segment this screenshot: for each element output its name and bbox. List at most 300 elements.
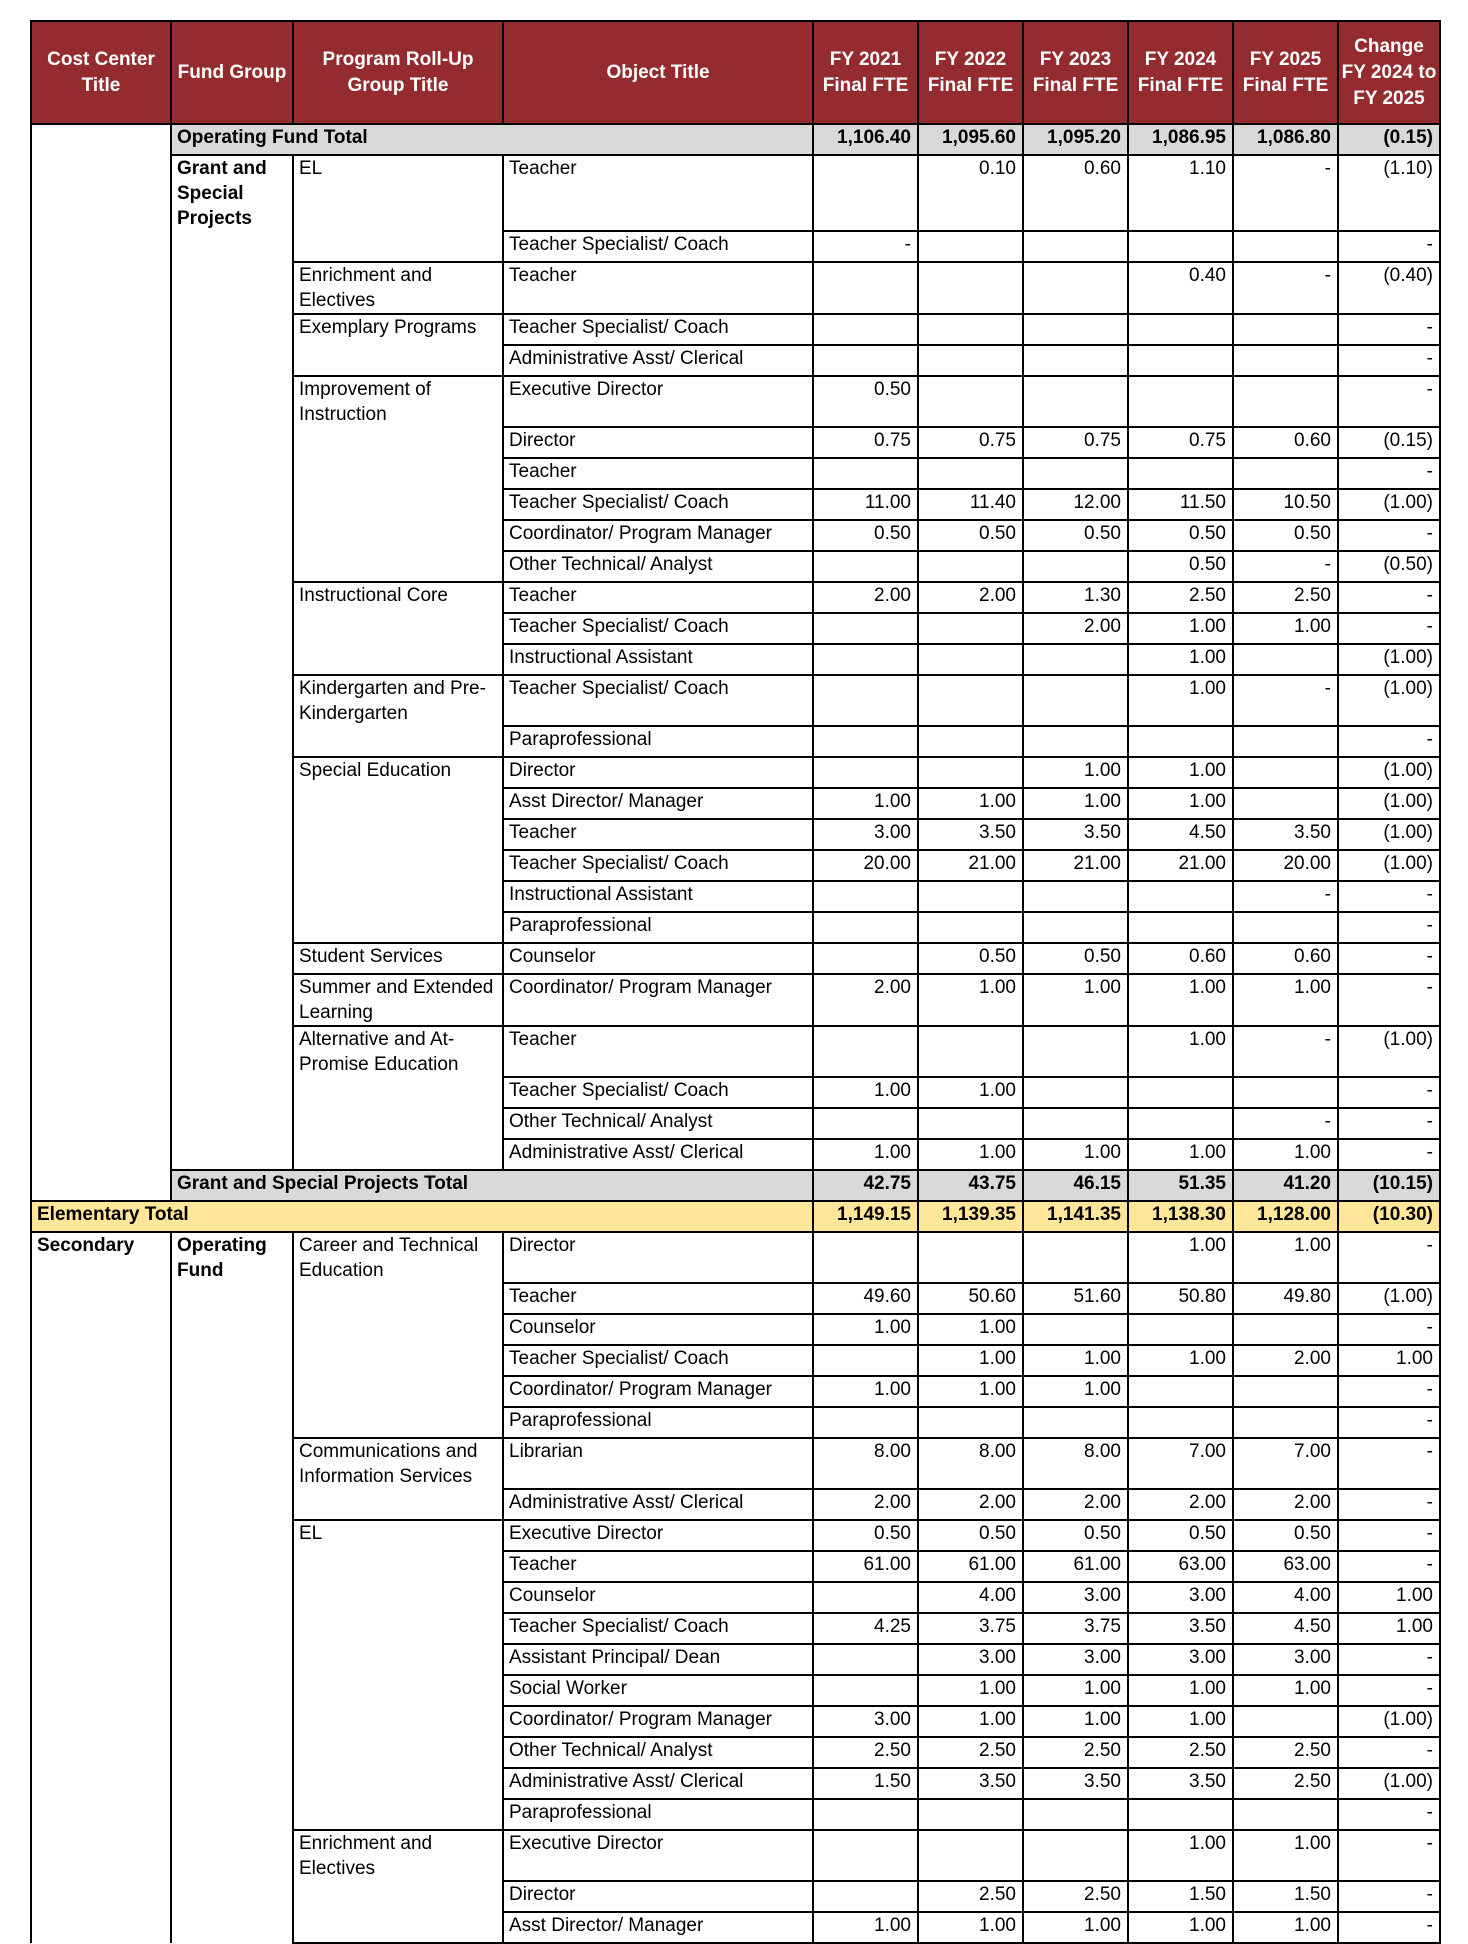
value-cell <box>813 1108 918 1139</box>
total-row <box>31 124 1440 155</box>
object-title: Administrative Asst/ Clerical <box>503 1489 813 1520</box>
program-title: EL <box>293 1520 503 1551</box>
value-cell: 1.50 <box>1233 1881 1338 1912</box>
value-cell <box>1023 262 1128 314</box>
value-cell: 0.50 <box>1128 520 1233 551</box>
object-title: Teacher Specialist/ Coach <box>503 1345 813 1376</box>
value-cell: - <box>1233 551 1338 582</box>
table-row <box>31 314 1440 345</box>
value-cell <box>813 1026 918 1077</box>
blank-cell <box>31 1551 171 1582</box>
value-cell <box>1023 458 1128 489</box>
value-cell: 1.00 <box>1338 1345 1440 1376</box>
value-cell <box>1128 1376 1233 1407</box>
blank-cell <box>171 675 293 726</box>
value-cell: 1.00 <box>1128 1675 1233 1706</box>
object-title: Counselor <box>503 1314 813 1345</box>
blank-cell <box>31 262 171 314</box>
header-fy2022: FY 2022 Final FTE <box>918 21 1023 124</box>
value-cell: 1.00 <box>1023 757 1128 788</box>
object-title: Other Technical/ Analyst <box>503 1108 813 1139</box>
value-cell <box>1128 314 1233 345</box>
value-cell <box>1023 314 1128 345</box>
value-cell <box>813 551 918 582</box>
blank-cell <box>31 819 171 850</box>
blank-cell <box>31 1407 171 1438</box>
object-title: Teacher Specialist/ Coach <box>503 850 813 881</box>
value-cell: 1.00 <box>813 1376 918 1407</box>
program-title: Alternative and At-Promise Education <box>293 1026 503 1077</box>
blank-cell <box>171 974 293 1026</box>
blank-cell <box>31 376 171 427</box>
blank-cell <box>31 613 171 644</box>
value-cell <box>918 1108 1023 1139</box>
object-title: Instructional Assistant <box>503 881 813 912</box>
header-fy2024: FY 2024 Final FTE <box>1128 21 1233 124</box>
blank-cell <box>31 1912 171 1943</box>
object-title: Assistant Principal/ Dean <box>503 1644 813 1675</box>
value-cell: 1.00 <box>1233 1232 1338 1283</box>
blank-cell <box>293 1912 503 1943</box>
object-title: Director <box>503 1232 813 1283</box>
value-cell <box>813 262 918 314</box>
value-cell: 1.00 <box>1128 1232 1233 1283</box>
value-cell <box>1128 1799 1233 1830</box>
value-cell: 8.00 <box>813 1438 918 1489</box>
object-title: Teacher <box>503 458 813 489</box>
blank-cell <box>293 489 503 520</box>
value-cell: - <box>1233 1026 1338 1077</box>
value-cell: 2.50 <box>1233 1737 1338 1768</box>
blank-cell <box>171 1706 293 1737</box>
value-cell: - <box>1338 1077 1440 1108</box>
value-cell: 2.50 <box>918 1881 1023 1912</box>
blank-cell <box>171 1582 293 1613</box>
blank-cell <box>171 1438 293 1489</box>
value-cell: 1.00 <box>813 1912 918 1943</box>
program-title: Career and Technical Education <box>293 1232 503 1283</box>
table-row <box>31 1232 1440 1283</box>
table-row <box>31 1520 1440 1551</box>
blank-cell <box>31 1077 171 1108</box>
value-cell <box>813 314 918 345</box>
value-cell: 2.50 <box>1023 1737 1128 1768</box>
value-cell: 4.00 <box>918 1582 1023 1613</box>
value-cell: - <box>1338 376 1440 427</box>
value-cell: 1.00 <box>1128 788 1233 819</box>
value-cell <box>1023 1232 1128 1283</box>
value-cell: - <box>1338 1438 1440 1489</box>
blank-cell <box>171 1108 293 1139</box>
value-cell: 2.50 <box>1128 582 1233 613</box>
blank-cell <box>293 231 503 262</box>
table-row <box>31 819 1440 850</box>
object-title: Teacher Specialist/ Coach <box>503 675 813 726</box>
value-cell: 0.75 <box>1023 427 1128 458</box>
value-cell: 0.50 <box>918 943 1023 974</box>
value-cell <box>1023 726 1128 757</box>
value-cell: 0.75 <box>813 427 918 458</box>
table-row <box>31 1407 1440 1438</box>
blank-cell <box>31 726 171 757</box>
value-cell: 46.15 <box>1023 1170 1128 1201</box>
value-cell: 1.00 <box>918 974 1023 1026</box>
object-title: Administrative Asst/ Clerical <box>503 345 813 376</box>
value-cell: 1.00 <box>1338 1582 1440 1613</box>
value-cell <box>813 675 918 726</box>
blank-cell <box>31 1737 171 1768</box>
object-title: Paraprofessional <box>503 726 813 757</box>
program-title: Enrichment and Electives <box>293 1830 503 1881</box>
value-cell: 1.00 <box>918 1376 1023 1407</box>
object-title: Teacher <box>503 1551 813 1582</box>
value-cell <box>813 1582 918 1613</box>
blank-cell <box>293 1613 503 1644</box>
value-cell: 2.00 <box>813 582 918 613</box>
object-title: Teacher Specialist/ Coach <box>503 489 813 520</box>
value-cell: 1.50 <box>813 1768 918 1799</box>
value-cell: (1.10) <box>1338 155 1440 231</box>
value-cell: 1.00 <box>813 788 918 819</box>
value-cell: 3.50 <box>1023 819 1128 850</box>
object-title: Executive Director <box>503 1830 813 1881</box>
value-cell: 42.75 <box>813 1170 918 1201</box>
blank-cell <box>293 1314 503 1345</box>
value-cell: 1.00 <box>918 1314 1023 1345</box>
value-cell <box>1233 345 1338 376</box>
object-title: Teacher Specialist/ Coach <box>503 1077 813 1108</box>
fte-table <box>30 20 1441 1944</box>
value-cell: 0.50 <box>813 376 918 427</box>
value-cell: (1.00) <box>1338 644 1440 675</box>
blank-cell <box>31 1520 171 1551</box>
blank-cell <box>293 551 503 582</box>
value-cell: - <box>1233 675 1338 726</box>
value-cell: - <box>1338 231 1440 262</box>
blank-cell <box>293 1108 503 1139</box>
program-title: Communications and Information Services <box>293 1438 503 1489</box>
value-cell <box>1233 1376 1338 1407</box>
object-title: Director <box>503 757 813 788</box>
value-cell: - <box>1338 1108 1440 1139</box>
blank-cell <box>171 644 293 675</box>
table-row <box>31 850 1440 881</box>
value-cell <box>813 912 918 943</box>
table-row <box>31 1108 1440 1139</box>
table-row <box>31 345 1440 376</box>
blank-cell <box>171 551 293 582</box>
value-cell: 1,149.15 <box>813 1201 918 1232</box>
value-cell <box>1023 912 1128 943</box>
value-cell: 1.00 <box>1233 974 1338 1026</box>
value-cell <box>813 1881 918 1912</box>
object-title: Teacher <box>503 819 813 850</box>
value-cell: 0.60 <box>1128 943 1233 974</box>
table-row <box>31 427 1440 458</box>
blank-cell <box>293 1489 503 1520</box>
value-cell: 1.00 <box>1128 1026 1233 1077</box>
object-title: Paraprofessional <box>503 1407 813 1438</box>
value-cell: 0.60 <box>1023 155 1128 231</box>
blank-cell <box>293 1644 503 1675</box>
cost-center-title: Secondary <box>31 1232 171 1283</box>
blank-cell <box>171 1026 293 1077</box>
value-cell: 61.00 <box>813 1551 918 1582</box>
value-cell: 3.00 <box>1128 1582 1233 1613</box>
value-cell: 2.50 <box>1023 1881 1128 1912</box>
value-cell <box>813 1407 918 1438</box>
value-cell <box>1233 644 1338 675</box>
value-cell: 0.60 <box>1233 943 1338 974</box>
value-cell: - <box>1338 1644 1440 1675</box>
blank-cell <box>171 1551 293 1582</box>
value-cell: 2.00 <box>1023 613 1128 644</box>
object-title: Counselor <box>503 1582 813 1613</box>
blank-cell <box>31 458 171 489</box>
value-cell: 1.00 <box>1128 644 1233 675</box>
blank-cell <box>293 881 503 912</box>
value-cell <box>1128 1407 1233 1438</box>
value-cell: 2.50 <box>1128 1737 1233 1768</box>
header-fy2025: FY 2025 Final FTE <box>1233 21 1338 124</box>
value-cell: - <box>1338 1830 1440 1881</box>
value-cell <box>1023 1077 1128 1108</box>
value-cell: 8.00 <box>918 1438 1023 1489</box>
value-cell: - <box>1338 1881 1440 1912</box>
value-cell: 1.00 <box>1128 757 1233 788</box>
table-row <box>31 1026 1440 1077</box>
value-cell: 1.00 <box>1128 1139 1233 1170</box>
blank-cell <box>31 345 171 376</box>
value-cell: 49.80 <box>1233 1283 1338 1314</box>
value-cell <box>918 458 1023 489</box>
value-cell: 1.00 <box>1023 1912 1128 1943</box>
value-cell: 11.40 <box>918 489 1023 520</box>
value-cell <box>1233 788 1338 819</box>
value-cell: 0.50 <box>1233 1520 1338 1551</box>
header-fy2021: FY 2021 Final FTE <box>813 21 918 124</box>
value-cell: 2.00 <box>813 974 918 1026</box>
value-cell: 0.50 <box>918 1520 1023 1551</box>
value-cell: (1.00) <box>1338 850 1440 881</box>
value-cell: 1.00 <box>918 1345 1023 1376</box>
blank-cell <box>31 757 171 788</box>
table-row <box>31 1139 1440 1170</box>
value-cell: 49.60 <box>813 1283 918 1314</box>
value-cell: - <box>1338 1376 1440 1407</box>
table-row <box>31 1376 1440 1407</box>
value-cell: 1.00 <box>1128 675 1233 726</box>
value-cell <box>813 1675 918 1706</box>
elementary-total-label: Elementary Total <box>31 1201 813 1232</box>
program-title: Exemplary Programs <box>293 314 503 345</box>
blank-cell <box>31 1582 171 1613</box>
value-cell: 4.50 <box>1233 1613 1338 1644</box>
grant-total-label: Grant and Special Projects Total <box>171 1170 813 1201</box>
value-cell: 3.75 <box>918 1613 1023 1644</box>
value-cell: 1.00 <box>1023 1376 1128 1407</box>
blank-cell <box>293 1283 503 1314</box>
blank-cell <box>171 912 293 943</box>
value-cell: 10.50 <box>1233 489 1338 520</box>
object-title: Asst Director/ Manager <box>503 1912 813 1943</box>
blank-cell <box>293 644 503 675</box>
value-cell: 21.00 <box>1023 850 1128 881</box>
table-row <box>31 458 1440 489</box>
value-cell: (0.40) <box>1338 262 1440 314</box>
value-cell <box>918 757 1023 788</box>
object-title: Paraprofessional <box>503 912 813 943</box>
header-fy2023: FY 2023 Final FTE <box>1023 21 1128 124</box>
table-row <box>31 1912 1440 1943</box>
value-cell: 7.00 <box>1233 1438 1338 1489</box>
program-title: Special Education <box>293 757 503 788</box>
blank-cell <box>31 520 171 551</box>
table-row <box>31 1830 1440 1881</box>
blank-cell <box>31 1283 171 1314</box>
blank-cell <box>293 1881 503 1912</box>
blank-cell <box>31 1489 171 1520</box>
table-row <box>31 262 1440 314</box>
value-cell: - <box>1233 881 1338 912</box>
value-cell: 11.50 <box>1128 489 1233 520</box>
blank-cell <box>31 881 171 912</box>
value-cell: 3.00 <box>1023 1644 1128 1675</box>
value-cell: - <box>1338 314 1440 345</box>
value-cell: 1.00 <box>1023 788 1128 819</box>
object-title: Asst Director/ Manager <box>503 788 813 819</box>
value-cell: 51.35 <box>1128 1170 1233 1201</box>
value-cell <box>813 1799 918 1830</box>
value-cell: 2.00 <box>813 1489 918 1520</box>
blank-cell <box>293 1799 503 1830</box>
blank-cell <box>293 912 503 943</box>
value-cell: 3.50 <box>1128 1613 1233 1644</box>
value-cell: 1.00 <box>813 1077 918 1108</box>
value-cell: 0.50 <box>1128 551 1233 582</box>
table-row <box>31 1314 1440 1345</box>
table-row <box>31 582 1440 613</box>
value-cell: 1.00 <box>1233 613 1338 644</box>
value-cell <box>1233 1077 1338 1108</box>
value-cell: 21.00 <box>1128 850 1233 881</box>
object-title: Coordinator/ Program Manager <box>503 520 813 551</box>
table-row <box>31 912 1440 943</box>
value-cell: 1.00 <box>1128 1830 1233 1881</box>
value-cell: - <box>1338 1799 1440 1830</box>
operating-fund-total-label: Operating Fund Total <box>171 124 813 155</box>
blank-cell <box>171 1768 293 1799</box>
blank-cell <box>31 1675 171 1706</box>
value-cell: 61.00 <box>1023 1551 1128 1582</box>
value-cell <box>813 943 918 974</box>
blank-cell <box>171 757 293 788</box>
blank-cell <box>293 427 503 458</box>
value-cell: - <box>1338 943 1440 974</box>
value-cell: (1.00) <box>1338 1706 1440 1737</box>
header-object: Object Title <box>503 21 813 124</box>
value-cell: 3.00 <box>1023 1582 1128 1613</box>
value-cell <box>1023 551 1128 582</box>
object-title: Teacher <box>503 1026 813 1077</box>
blank-cell <box>293 1582 503 1613</box>
object-title: Librarian <box>503 1438 813 1489</box>
value-cell: 8.00 <box>1023 1438 1128 1489</box>
value-cell <box>1023 231 1128 262</box>
value-cell <box>1128 1314 1233 1345</box>
value-cell: 0.75 <box>1128 427 1233 458</box>
value-cell: - <box>813 231 918 262</box>
object-title: Administrative Asst/ Clerical <box>503 1768 813 1799</box>
value-cell: 0.50 <box>918 520 1023 551</box>
table-row <box>31 1644 1440 1675</box>
value-cell: 50.60 <box>918 1283 1023 1314</box>
blank-cell <box>31 1376 171 1407</box>
value-cell: 3.00 <box>1233 1644 1338 1675</box>
value-cell: 0.50 <box>813 520 918 551</box>
object-title: Coordinator/ Program Manager <box>503 1376 813 1407</box>
blank-cell <box>171 881 293 912</box>
blank-cell <box>171 1644 293 1675</box>
value-cell: 51.60 <box>1023 1283 1128 1314</box>
blank-cell <box>293 1376 503 1407</box>
value-cell: 2.00 <box>1128 1489 1233 1520</box>
object-title: Teacher Specialist/ Coach <box>503 1613 813 1644</box>
blank-cell <box>31 1026 171 1077</box>
value-cell: 1,095.20 <box>1023 124 1128 155</box>
value-cell <box>1233 314 1338 345</box>
value-cell: (1.00) <box>1338 757 1440 788</box>
blank-cell <box>171 1675 293 1706</box>
value-cell: 0.10 <box>918 155 1023 231</box>
blank-cell <box>293 1077 503 1108</box>
table-row <box>31 974 1440 1026</box>
value-cell: - <box>1338 1489 1440 1520</box>
blank-cell <box>293 1737 503 1768</box>
table-row <box>31 675 1440 726</box>
blank-cell <box>293 819 503 850</box>
value-cell: 1.00 <box>1128 613 1233 644</box>
blank-cell <box>171 262 293 314</box>
value-cell <box>1233 231 1338 262</box>
value-cell: 1.00 <box>1128 1706 1233 1737</box>
blank-cell <box>293 345 503 376</box>
blank-cell <box>171 1489 293 1520</box>
value-cell: - <box>1338 1314 1440 1345</box>
program-title: EL <box>293 155 503 231</box>
blank-cell <box>171 582 293 613</box>
value-cell <box>918 1232 1023 1283</box>
total-row <box>31 1170 1440 1201</box>
blank-cell <box>171 489 293 520</box>
value-cell: 1.00 <box>1023 1345 1128 1376</box>
value-cell: - <box>1338 881 1440 912</box>
value-cell: (1.00) <box>1338 1283 1440 1314</box>
value-cell: 1.30 <box>1023 582 1128 613</box>
value-cell: 21.00 <box>918 850 1023 881</box>
table-row <box>31 155 1440 231</box>
blank-cell <box>293 613 503 644</box>
value-cell: 0.50 <box>1233 520 1338 551</box>
value-cell <box>918 314 1023 345</box>
blank-cell <box>171 1799 293 1830</box>
table-row <box>31 881 1440 912</box>
blank-cell <box>171 788 293 819</box>
value-cell: - <box>1338 613 1440 644</box>
value-cell <box>918 1407 1023 1438</box>
blank-cell <box>293 788 503 819</box>
value-cell: - <box>1338 1912 1440 1943</box>
